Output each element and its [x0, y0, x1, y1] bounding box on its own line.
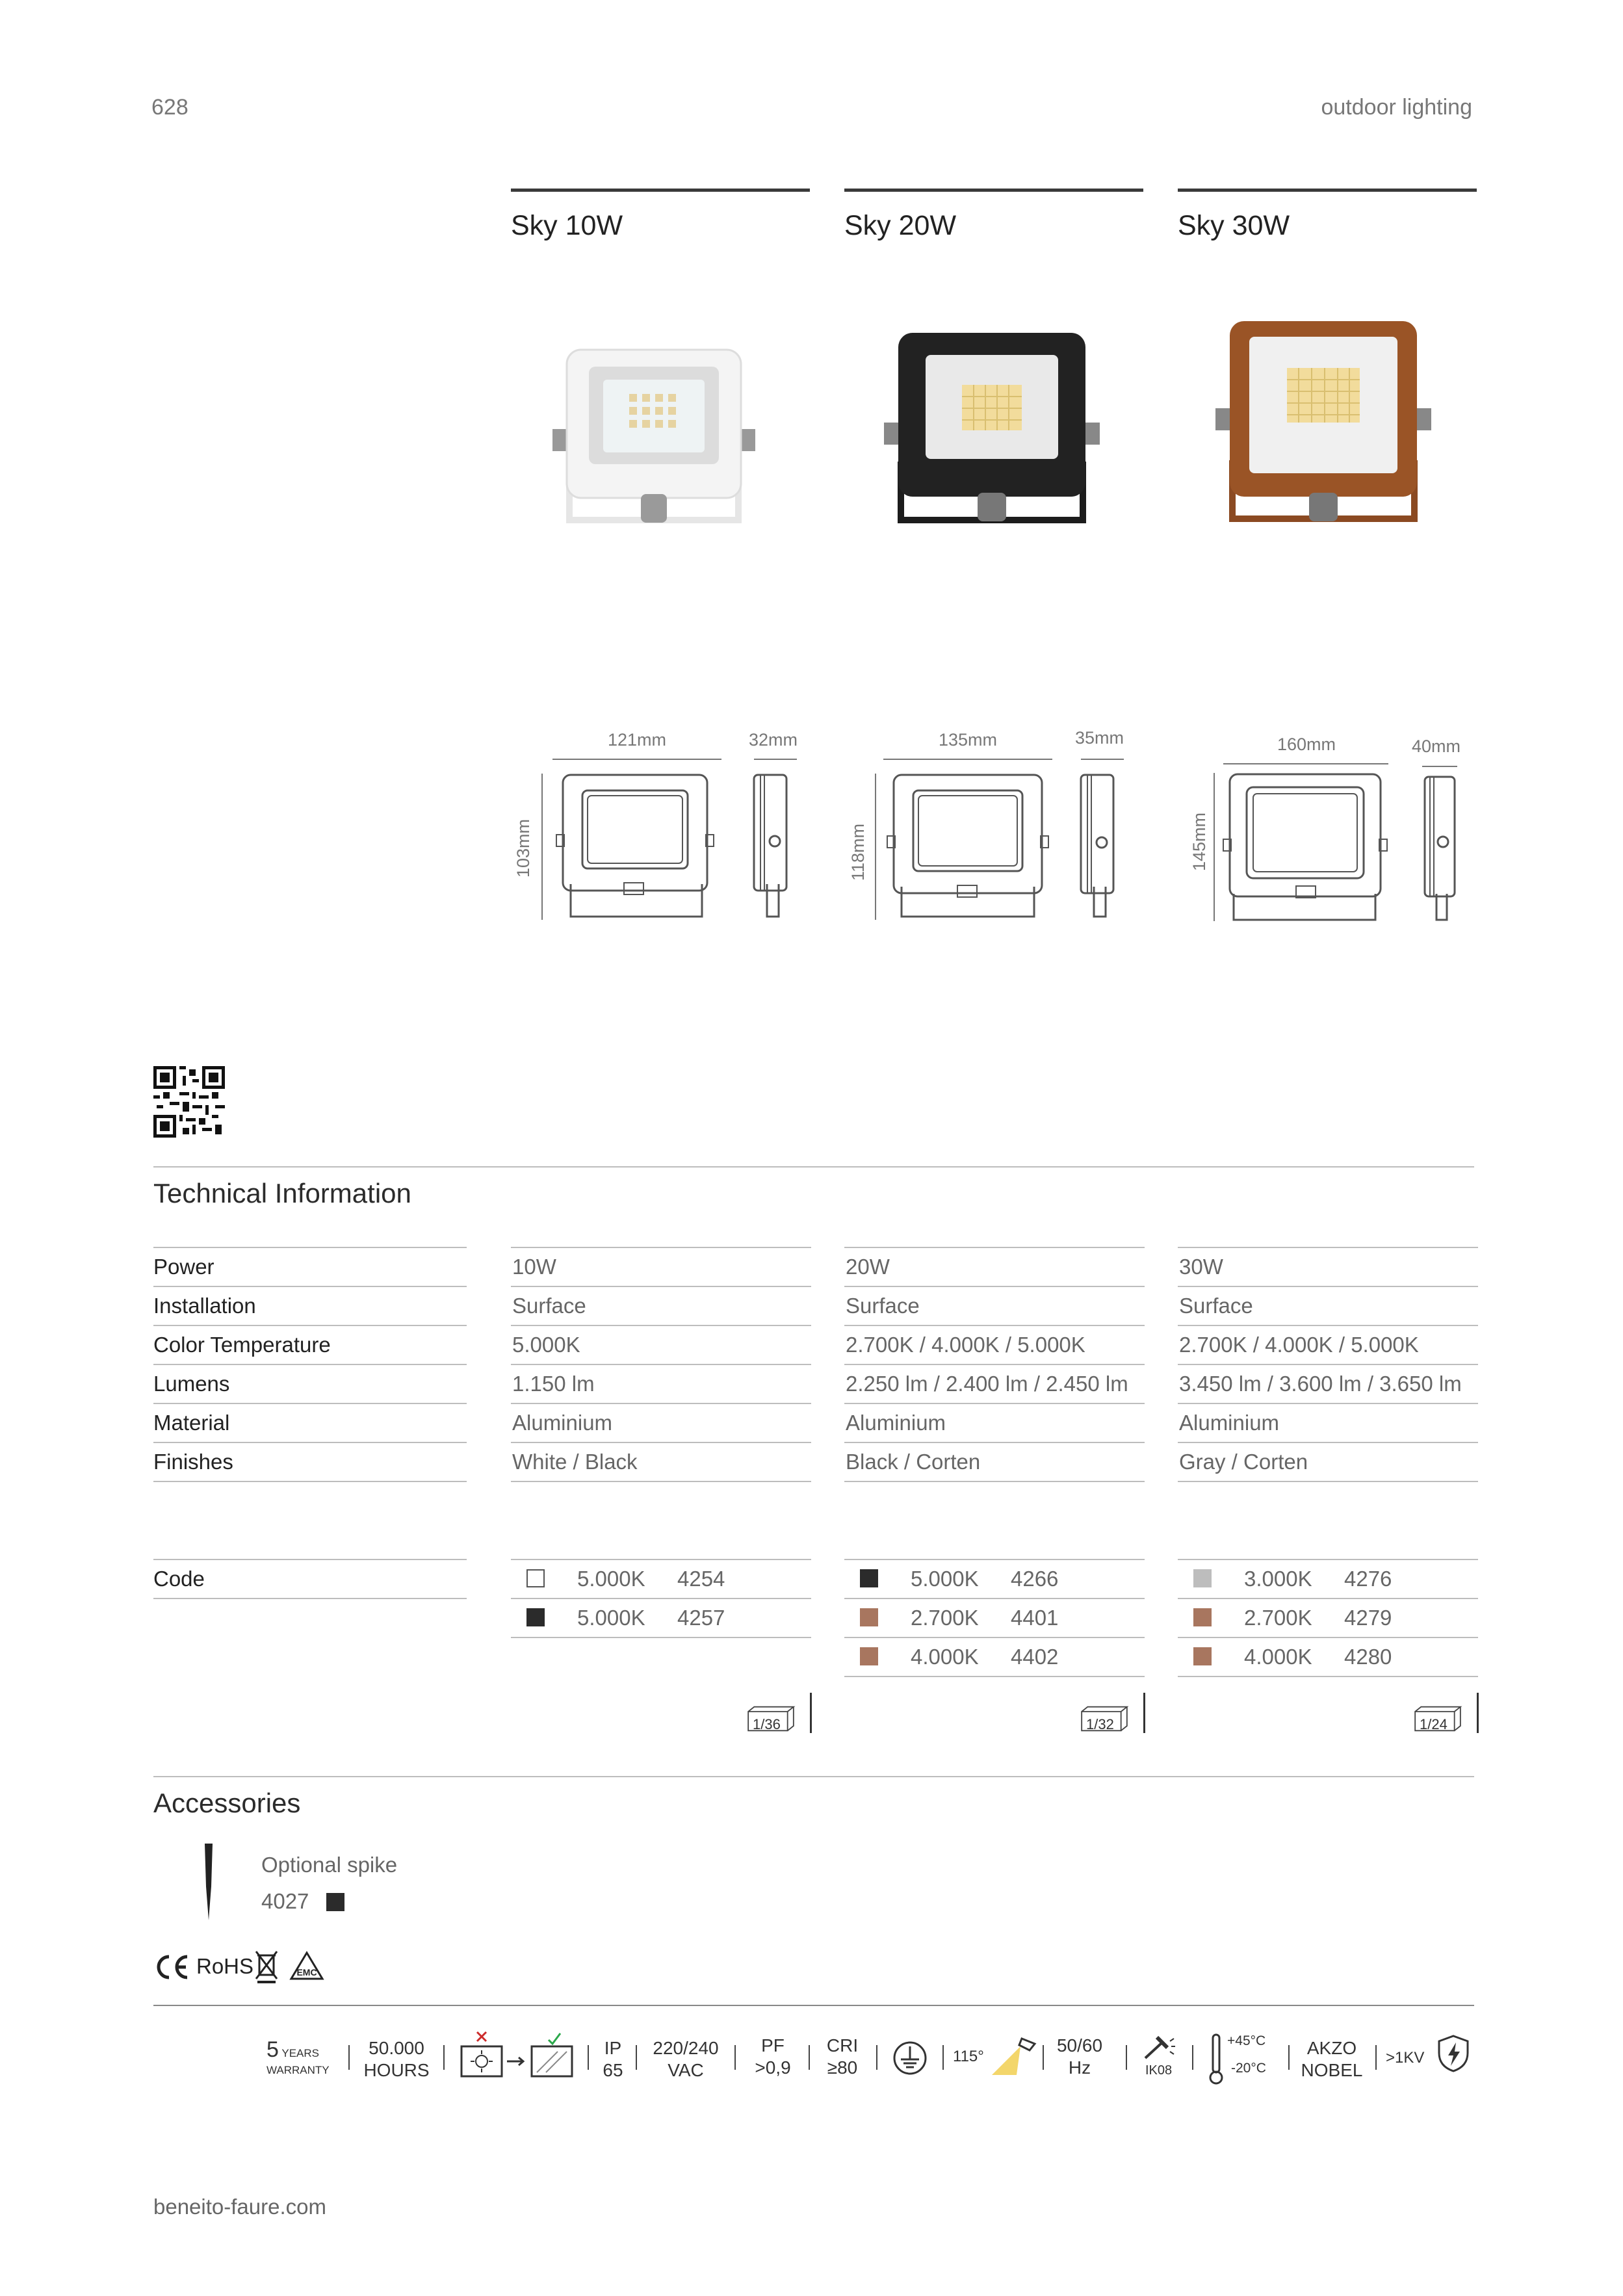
- product-code: 4257: [677, 1606, 725, 1630]
- tech-row-value: Surface: [512, 1294, 586, 1318]
- ip-spec: [597, 2037, 629, 2081]
- tech-row-value: 20W: [846, 1255, 890, 1279]
- tech-row-value: White / Black: [512, 1450, 638, 1474]
- model-divider: [1178, 189, 1477, 192]
- tech-info-title: Technical Information: [153, 1178, 411, 1208]
- product-code: 4279: [1344, 1606, 1392, 1630]
- table-row-border: [1178, 1403, 1478, 1404]
- footer-url[interactable]: beneito-faure.com: [153, 2195, 326, 2219]
- tech-row-value: Aluminium: [512, 1411, 613, 1435]
- table-row-border: [844, 1442, 1145, 1443]
- finish-corten-swatch: [860, 1608, 878, 1626]
- product-code: 4254: [677, 1567, 725, 1591]
- impact-hammer-icon: [1141, 2035, 1176, 2061]
- spec-separator: [636, 2045, 637, 2070]
- frequency-unit: Hz: [1068, 2057, 1091, 2078]
- ik-rating: IK08: [1145, 2063, 1173, 2078]
- finish-black-swatch: [326, 1893, 344, 1911]
- package-quantity: 1/24: [1420, 1716, 1448, 1732]
- table-row-border: [1178, 1286, 1478, 1287]
- table-row-border: [1178, 1598, 1478, 1599]
- emc-triangle-icon: [289, 1950, 325, 1983]
- finish-gray-swatch: [1193, 1569, 1212, 1587]
- table-row-border: [1178, 1325, 1478, 1326]
- code-label: Code: [153, 1567, 205, 1591]
- table-border: [844, 1559, 1145, 1560]
- depth-label: 40mm: [1412, 737, 1461, 756]
- section-divider: [153, 1776, 1474, 1777]
- tech-row-label: Material: [153, 1411, 230, 1435]
- cri-label: CRI: [826, 2035, 859, 2055]
- model-divider: [844, 189, 1143, 192]
- tech-row-value: Aluminium: [846, 1411, 946, 1435]
- table-row-border: [1178, 1637, 1478, 1638]
- table-row-border: [153, 1325, 467, 1326]
- voltage-unit: VAC: [668, 2060, 704, 2080]
- ip-value: 65: [603, 2060, 623, 2080]
- table-border: [1178, 1559, 1478, 1560]
- table-row-border: [1178, 1481, 1478, 1482]
- tech-row-value: Black / Corten: [846, 1450, 981, 1474]
- height-label: 118mm: [848, 823, 868, 881]
- tech-row-label: Lumens: [153, 1372, 230, 1396]
- code-temperature: 4.000K: [911, 1645, 979, 1669]
- tech-row-value: 30W: [1179, 1255, 1223, 1279]
- hours-unit: HOURS: [363, 2060, 430, 2080]
- width-label: 135mm: [939, 730, 998, 750]
- width-label: 160mm: [1277, 735, 1336, 754]
- table-row-border: [1178, 1364, 1478, 1365]
- table-row-border: [844, 1598, 1145, 1599]
- thermometer-icon: [1208, 2032, 1225, 2085]
- ip-label: IP: [604, 2038, 622, 2058]
- tech-row-value: 10W: [512, 1255, 556, 1279]
- product-code: 4280: [1344, 1645, 1392, 1669]
- finish-corten-swatch: [860, 1647, 878, 1665]
- finish-black-swatch: [526, 1608, 545, 1626]
- model-name: Sky 30W: [1178, 210, 1290, 241]
- spec-separator: [942, 2045, 944, 2070]
- accessory-name: Optional spike: [261, 1853, 398, 1877]
- tech-row-value: 2.700K / 4.000K / 5.000K: [1179, 1333, 1419, 1357]
- tech-row-label: Color Temperature: [153, 1333, 331, 1357]
- temp-low: -20°C: [1231, 2061, 1266, 2076]
- table-row-border: [844, 1481, 1145, 1482]
- floodlight-white-photo: [543, 338, 764, 533]
- cri-value: ≥80: [827, 2057, 858, 2078]
- table-row-border: [844, 1286, 1145, 1287]
- product-code: 4402: [1011, 1645, 1059, 1669]
- paint-brand-line2: NOBEL: [1301, 2060, 1363, 2080]
- finish-black-swatch: [860, 1569, 878, 1587]
- spec-separator: [876, 2045, 877, 2070]
- tech-row-value: 3.450 lm / 3.600 lm / 3.650 lm: [1179, 1372, 1462, 1396]
- dimension-drawing-30w: [1209, 757, 1469, 933]
- package-bar: [1143, 1693, 1145, 1733]
- table-row-border: [1178, 1442, 1478, 1443]
- section-name: outdoor lighting: [1321, 95, 1472, 120]
- accessory-code: 4027: [261, 1889, 309, 1913]
- width-label: 121mm: [608, 730, 667, 750]
- tech-row-value: Aluminium: [1179, 1411, 1280, 1435]
- product-code: 4401: [1011, 1606, 1059, 1630]
- table-row-border: [153, 1481, 467, 1482]
- warranty-number: 5: [266, 2037, 279, 2062]
- spec-separator: [809, 2045, 810, 2070]
- code-temperature: 5.000K: [911, 1567, 979, 1591]
- table-row-border: [511, 1442, 811, 1443]
- spec-separator: [348, 2045, 350, 2070]
- table-row-border: [511, 1364, 811, 1365]
- table-border: [1178, 1247, 1478, 1248]
- finish-white-swatch: [526, 1569, 545, 1587]
- page-number: 628: [151, 95, 188, 120]
- beam-angle-icon: [991, 2035, 1037, 2079]
- spec-separator: [1288, 2045, 1290, 2070]
- package-quantity: 1/36: [753, 1716, 781, 1732]
- code-temperature: 5.000K: [577, 1606, 645, 1630]
- tech-row-value: Surface: [1179, 1294, 1253, 1318]
- accessories-title: Accessories: [153, 1788, 301, 1818]
- warranty-years: YEARS: [281, 2047, 320, 2059]
- table-row-border: [844, 1403, 1145, 1404]
- paint-brand-spec: [1296, 2037, 1368, 2081]
- height-label: 103mm: [513, 818, 533, 878]
- tech-row-value: Surface: [846, 1294, 920, 1318]
- code-temperature: 2.700K: [1244, 1606, 1312, 1630]
- spec-separator: [588, 2045, 589, 2070]
- table-border: [844, 1247, 1145, 1248]
- finish-corten-swatch: [1193, 1608, 1212, 1626]
- table-row-border: [511, 1325, 811, 1326]
- section-divider: [153, 1166, 1474, 1168]
- tech-row-label: Finishes: [153, 1450, 233, 1474]
- svg-text:EMC: EMC: [296, 1967, 317, 1977]
- led-replacement-icon: [459, 2031, 578, 2081]
- table-border: [153, 1559, 467, 1560]
- table-row-border: [511, 1403, 811, 1404]
- spec-separator: [443, 2045, 445, 2070]
- depth-label: 35mm: [1075, 728, 1124, 748]
- table-row-border: [511, 1637, 811, 1638]
- table-border: [511, 1247, 811, 1248]
- spike-icon: [199, 1841, 218, 1922]
- table-border: [511, 1559, 811, 1560]
- paint-brand-line1: AKZO: [1306, 2038, 1357, 2058]
- hours-spec: [357, 2037, 435, 2081]
- tech-row-label: Installation: [153, 1294, 256, 1318]
- package-bar: [1477, 1693, 1479, 1733]
- frequency-spec: [1050, 2035, 1109, 2079]
- table-row-border: [153, 1364, 467, 1365]
- surge-shield-icon: [1435, 2033, 1472, 2074]
- product-code: 4276: [1344, 1567, 1392, 1591]
- beam-angle-value: 115°: [953, 2048, 984, 2065]
- package-quantity: 1/32: [1086, 1716, 1114, 1732]
- model-column-20w: [844, 189, 1143, 242]
- tech-row-label: Power: [153, 1255, 214, 1279]
- model-column-30w: [1178, 189, 1477, 242]
- package-bar: [810, 1693, 812, 1733]
- height-label: 145mm: [1189, 812, 1209, 871]
- floodlight-black-photo: [875, 325, 1109, 533]
- cri-spec: [816, 2035, 868, 2079]
- tech-row-value: 2.250 lm / 2.400 lm / 2.450 lm: [846, 1372, 1128, 1396]
- model-name: Sky 20W: [844, 210, 957, 241]
- spec-separator: [1192, 2045, 1193, 2070]
- frequency-value: 50/60: [1056, 2035, 1103, 2055]
- spec-separator: [1043, 2045, 1044, 2070]
- pf-value: >0,9: [755, 2057, 791, 2078]
- product-code: 4266: [1011, 1567, 1059, 1591]
- floodlight-corten-photo: [1206, 317, 1440, 532]
- specs-divider: [153, 2005, 1474, 2006]
- voltage-value: 220/240: [653, 2038, 719, 2058]
- finish-corten-swatch: [1193, 1647, 1212, 1665]
- tech-row-value: 1.150 lm: [512, 1372, 595, 1396]
- model-name: Sky 10W: [511, 210, 623, 241]
- spec-separator: [734, 2045, 736, 2070]
- table-row-border: [844, 1676, 1145, 1677]
- warranty-word: WARRANTY: [266, 2064, 330, 2076]
- table-row-border: [511, 1481, 811, 1482]
- ce-mark-icon: [153, 1953, 192, 1981]
- weee-bin-icon: [253, 1949, 279, 1984]
- table-row-border: [153, 1286, 467, 1287]
- pf-spec: [744, 2035, 802, 2079]
- table-row-border: [844, 1325, 1145, 1326]
- temp-high: +45°C: [1227, 2033, 1266, 2048]
- table-border: [153, 1598, 467, 1599]
- spec-separator: [1375, 2045, 1377, 2070]
- model-divider: [511, 189, 810, 192]
- code-temperature: 5.000K: [577, 1567, 645, 1591]
- table-row-border: [153, 1403, 467, 1404]
- depth-label: 32mm: [749, 730, 798, 750]
- dimension-drawing-10w: [539, 754, 812, 930]
- table-row-border: [511, 1598, 811, 1599]
- code-temperature: 3.000K: [1244, 1567, 1312, 1591]
- model-column-10w: [511, 189, 810, 242]
- dimension-drawing-20w: [874, 754, 1147, 930]
- surge-protection-value: >1KV: [1386, 2049, 1425, 2067]
- code-temperature: 4.000K: [1244, 1645, 1312, 1669]
- voltage-spec: [643, 2037, 728, 2081]
- table-row-border: [1178, 1676, 1478, 1677]
- hours-value: 50.000: [369, 2038, 424, 2058]
- table-row-border: [153, 1442, 467, 1443]
- table-row-border: [511, 1286, 811, 1287]
- rohs-mark: RoHS: [196, 1954, 254, 1978]
- table-border: [153, 1247, 467, 1248]
- code-temperature: 2.700K: [911, 1606, 979, 1630]
- qr-code-icon[interactable]: [153, 1066, 225, 1138]
- pf-label: PF: [761, 2035, 785, 2055]
- spec-separator: [1126, 2045, 1127, 2070]
- table-row-border: [844, 1364, 1145, 1365]
- table-row-border: [844, 1637, 1145, 1638]
- tech-row-value: 5.000K: [512, 1333, 580, 1357]
- tech-row-value: 2.700K / 4.000K / 5.000K: [846, 1333, 1085, 1357]
- tech-row-value: Gray / Corten: [1179, 1450, 1308, 1474]
- warranty-badge: [266, 2037, 338, 2077]
- earth-ground-icon: [892, 2040, 928, 2076]
